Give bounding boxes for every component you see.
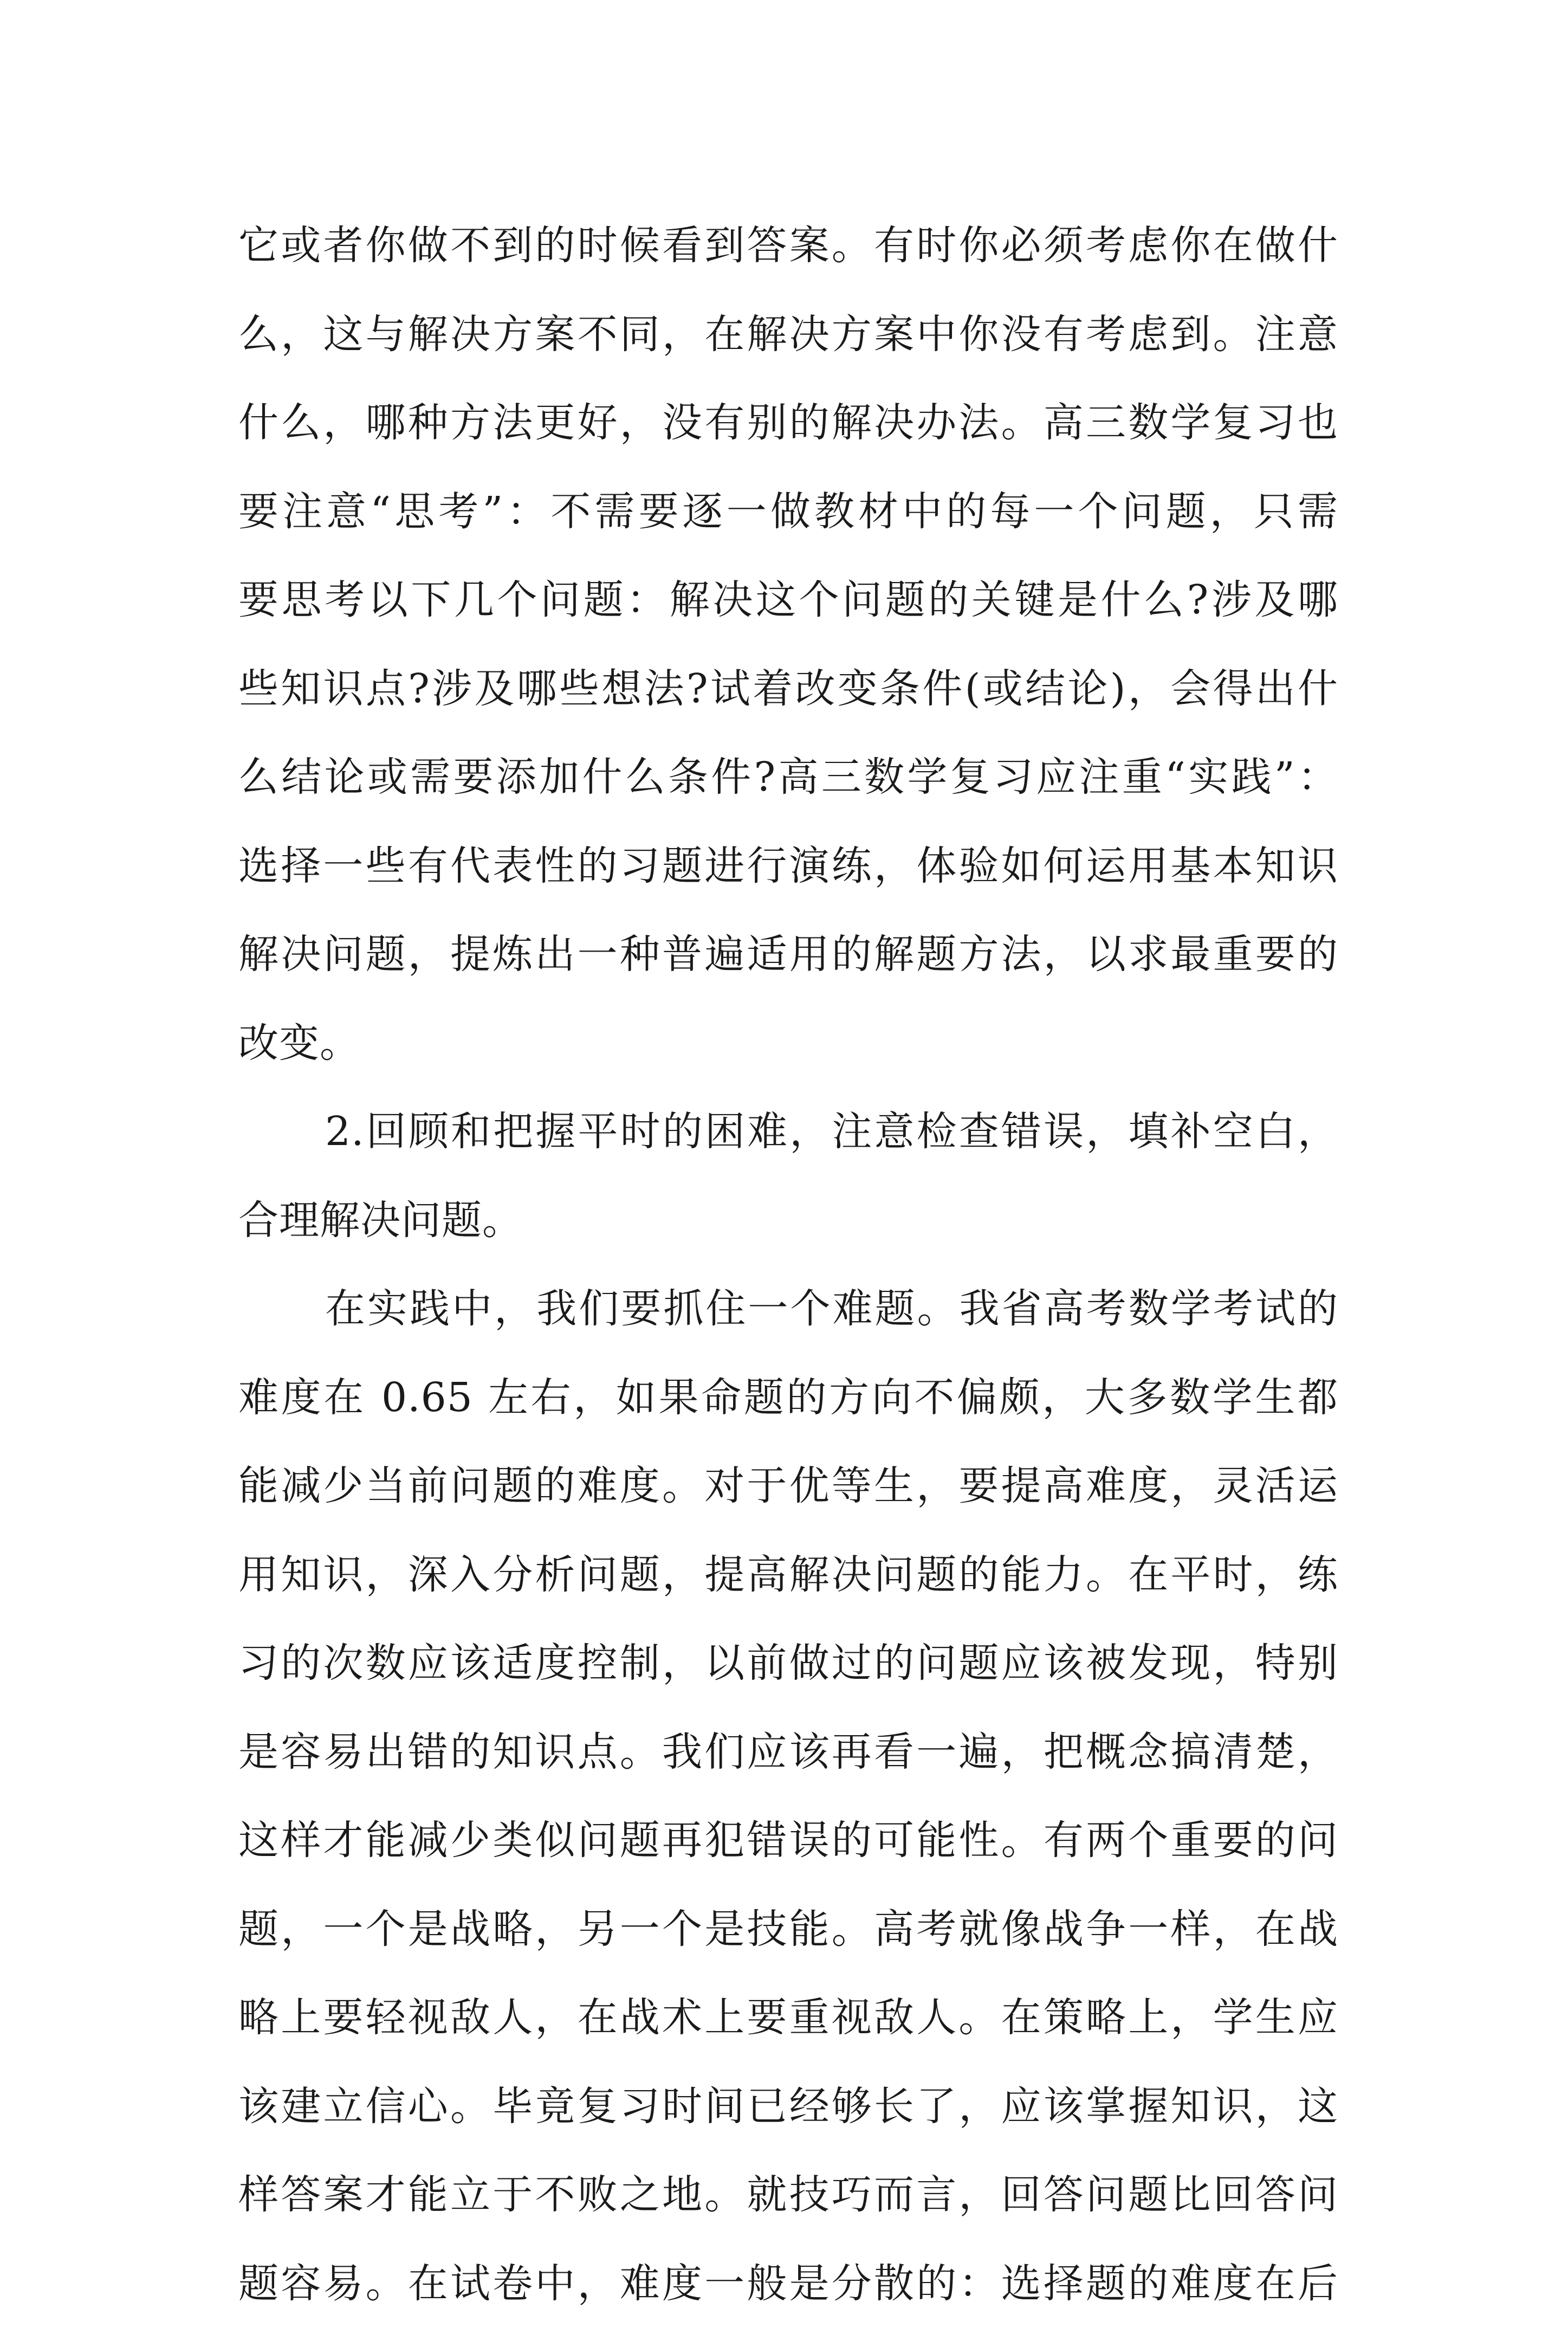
text-line: 它或者你做不到的时候看到答案。有时你必须考虑你在做什	[238, 202, 1338, 290]
text-line: 题，一个是战略，另一个是技能。高考就像战争一样，在战	[238, 1885, 1338, 1974]
text-line: 该建立信心。毕竟复习时间已经够长了，应该掌握知识，这	[238, 2062, 1338, 2151]
body-text	[238, 202, 1338, 2328]
text-line: 要思考以下几个问题：解决这个问题的关键是什么?涉及哪	[238, 556, 1338, 645]
text-line: 么结论或需要添加什么条件?高三数学复习应注重“实践”：	[238, 733, 1338, 822]
text-line: 选择一些有代表性的习题进行演练，体验如何运用基本知识	[238, 822, 1338, 911]
section-heading-line: 2.回顾和把握平时的困难，注意检查错误，填补空白，	[238, 1088, 1338, 1176]
text-line: 题容易。在试卷中，难度一般是分散的：选择题的难度在后	[238, 2240, 1338, 2328]
text-line: 样答案才能立于不败之地。就技巧而言，回答问题比回答问	[238, 2151, 1338, 2240]
text-line: 这样才能减少类似问题再犯错误的可能性。有两个重要的问	[238, 1796, 1338, 1885]
text-line: 难度在 0.65 左右，如果命题的方向不偏颇，大多数学生都	[238, 1354, 1338, 1443]
text-line: 么，这与解决方案不同，在解决方案中你没有考虑到。注意	[238, 290, 1338, 379]
text-line: 用知识，深入分析问题，提高解决问题的能力。在平时，练	[238, 1531, 1338, 1620]
text-line: 什么，哪种方法更好，没有别的解决办法。高三数学复习也	[238, 379, 1338, 468]
text-line: 习的次数应该适度控制，以前做过的问题应该被发现，特别	[238, 1619, 1338, 1708]
text-line: 解决问题，提炼出一种普遍适用的解题方法，以求最重要的	[238, 910, 1338, 999]
text-line: 略上要轻视敌人，在战术上要重视敌人。在策略上，学生应	[238, 1974, 1338, 2062]
text-line: 要注意“思考”：不需要逐一做教材中的每一个问题，只需	[238, 468, 1338, 557]
text-line: 在实践中，我们要抓住一个难题。我省高考数学考试的	[238, 1265, 1338, 1354]
section-heading-line: 合理解决问题。	[238, 1176, 1338, 1265]
text-line: 是容易出错的知识点。我们应该再看一遍，把概念搞清楚，	[238, 1708, 1338, 1797]
text-line: 些知识点?涉及哪些想法?试着改变条件(或结论)，会得出什	[238, 645, 1338, 734]
text-line: 能减少当前问题的难度。对于优等生，要提高难度，灵活运	[238, 1442, 1338, 1531]
text-line: 改变。	[238, 999, 1338, 1088]
